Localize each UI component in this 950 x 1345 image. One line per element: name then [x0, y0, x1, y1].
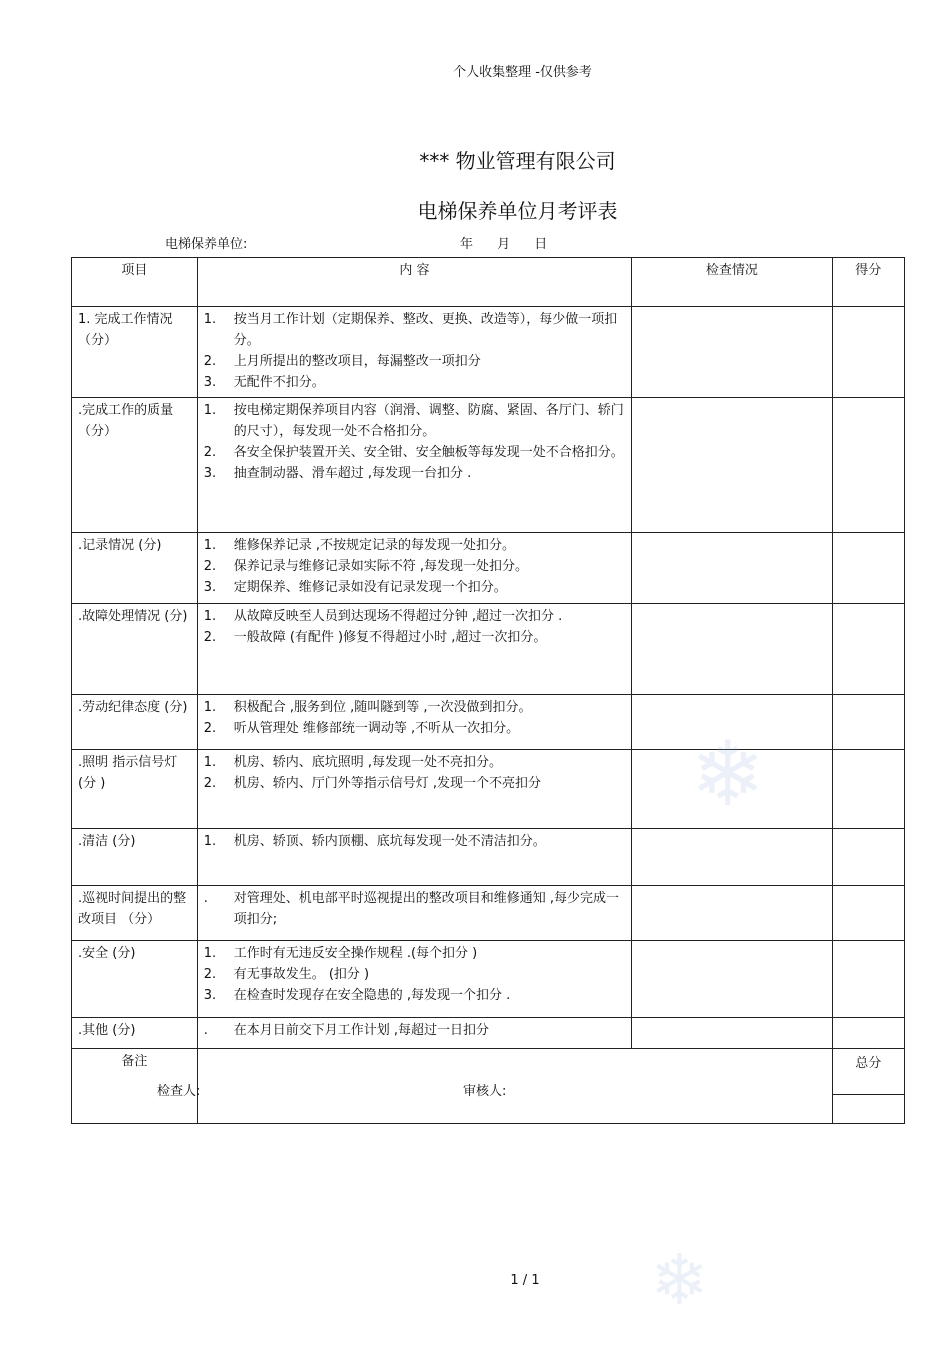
row-content — [197, 941, 632, 1018]
row-item: .照明 指示信号灯 (分 ) — [72, 750, 198, 829]
row-content — [197, 398, 632, 533]
rule-line — [204, 943, 626, 964]
check-cell[interactable] — [632, 604, 832, 695]
row-content — [197, 695, 632, 750]
check-cell[interactable] — [632, 941, 832, 1018]
header-content: 内 容 — [197, 258, 632, 307]
row-item: .劳动纪律态度 (分) — [72, 695, 198, 750]
header-score: 得分 — [832, 258, 904, 307]
table-row — [72, 307, 905, 398]
score-cell[interactable] — [832, 398, 904, 533]
table-row — [72, 941, 905, 1018]
score-cell[interactable] — [832, 941, 904, 1018]
form-title: 电梯保养单位月考评表 — [417, 199, 618, 223]
rule-text: 机房、轿内、厅门外等指示信号灯 ,发现一个不亮扣分 — [233, 776, 541, 791]
rule-line — [204, 351, 626, 372]
rule-line — [204, 400, 626, 442]
rule-line — [204, 773, 626, 794]
check-cell[interactable] — [632, 1018, 832, 1049]
table-row — [72, 829, 905, 886]
rule-text: 各安全保护装置开关、安全钳、安全触板等每发现一处不合格扣分。 — [233, 445, 624, 460]
row-item: .记录情况 (分) — [72, 533, 198, 604]
check-cell[interactable] — [632, 398, 832, 533]
header-note: 个人收集整理 -仅供参考 — [453, 65, 592, 80]
rule-text: 从故障反映至人员到达现场不得超过分钟 ,超过一次扣分 . — [233, 609, 563, 624]
company-name: *** 物业管理有限公司 — [419, 149, 616, 173]
remarks-label: 备注 — [72, 1049, 198, 1124]
rule-text: 保养记录与维修记录如实际不符 ,每发现一处扣分。 — [233, 559, 528, 574]
rule-line — [204, 556, 626, 577]
rule-text: 维修保养记录 ,不按规定记录的每发现一处扣分。 — [233, 538, 515, 553]
rule-number: 1. — [203, 312, 217, 327]
row-item: .安全 (分) — [72, 941, 198, 1018]
watermark-snowflake-icon: ❄ — [690, 722, 766, 827]
score-cell[interactable] — [832, 886, 904, 941]
rule-text: 按当月工作计划（定期保养、整改、更换、改造等），每少做一项扣分。 — [233, 312, 618, 348]
rule-number: 2. — [203, 630, 217, 645]
rule-number: 1. — [203, 538, 217, 553]
rule-text: 在检查时发现存在安全隐患的 ,每发现一个扣分 . — [233, 988, 511, 1003]
row-item: 1. 完成工作情况（分） — [72, 307, 198, 398]
score-cell[interactable] — [832, 750, 904, 829]
row-item: .巡视时间提出的整改项目 （分） — [72, 886, 198, 941]
rule-text: 按电梯定期保养项目内容（润滑、调整、防腐、紧固、各厅门、轿门的尺寸），每发现一处不合格扣分。 — [233, 403, 624, 439]
rule-number: 3. — [203, 988, 217, 1003]
rule-text: 抽查制动器、滑车超过 ,每发现一台扣分 . — [233, 466, 472, 481]
row-content — [197, 307, 632, 398]
rule-line — [204, 697, 626, 718]
row-content — [197, 604, 632, 695]
rule-line — [204, 985, 626, 1006]
rule-number: 3. — [203, 375, 217, 390]
total-cell — [832, 1049, 904, 1124]
rule-number: 1. — [203, 700, 217, 715]
row-content — [197, 1018, 632, 1049]
row-item: .其他 (分) — [72, 1018, 198, 1049]
rule-number: 2. — [203, 967, 217, 982]
rule-line — [204, 577, 626, 598]
score-cell[interactable] — [832, 1018, 904, 1049]
table-row — [72, 398, 905, 533]
rule-number: 1. — [203, 755, 217, 770]
row-item: .清洁 (分) — [72, 829, 198, 886]
rule-line — [204, 1020, 626, 1041]
total-score-field[interactable] — [833, 1095, 904, 1119]
header-check: 检查情况 — [632, 258, 832, 307]
rule-number: . — [203, 1023, 208, 1038]
rule-line — [204, 463, 626, 484]
remarks-field[interactable] — [197, 1049, 832, 1124]
rule-text: 有无事故发生。 (扣分 ) — [233, 967, 370, 982]
table-row — [72, 886, 905, 941]
rule-text: 机房、轿内、底坑照明 ,每发现一处不亮扣分。 — [233, 755, 502, 770]
rule-line — [204, 627, 626, 648]
page-number: 1 / 1 — [510, 1273, 540, 1288]
row-content — [197, 829, 632, 886]
check-cell[interactable] — [632, 886, 832, 941]
rule-number: . — [203, 891, 208, 906]
inspector-label: 检查人: — [157, 1084, 201, 1099]
rule-line — [204, 888, 626, 930]
rule-text: 定期保养、维修记录如没有记录发现一个扣分。 — [233, 580, 507, 595]
rule-text: 上月所提出的整改项目，每漏整改一项扣分 — [233, 354, 481, 369]
rule-line — [204, 964, 626, 985]
total-label: 总分 — [833, 1049, 904, 1095]
rule-line — [204, 442, 626, 463]
rule-number: 1. — [203, 834, 217, 849]
rule-line — [204, 535, 626, 556]
rule-number: 2. — [203, 776, 217, 791]
evaluation-table — [71, 257, 905, 1124]
rule-number: 1. — [203, 946, 217, 961]
score-cell[interactable] — [832, 533, 904, 604]
row-content — [197, 533, 632, 604]
rule-number: 3. — [203, 580, 217, 595]
date-line: 年 月 日 — [460, 237, 548, 252]
rule-line — [204, 309, 626, 351]
table-row — [72, 1018, 905, 1049]
row-item: .完成工作的质量（分） — [72, 398, 198, 533]
check-cell[interactable] — [632, 533, 832, 604]
score-cell[interactable] — [832, 604, 904, 695]
rule-text: 对管理处、机电部平时巡视提出的整改项目和维修通知 ,每少完成一项扣分; — [233, 891, 619, 927]
check-cell[interactable] — [632, 829, 832, 886]
rule-number: 1. — [203, 609, 217, 624]
rule-line — [204, 752, 626, 773]
rule-text: 在本月日前交下月工作计划 ,每超过一日扣分 — [233, 1023, 489, 1038]
table-row — [72, 533, 905, 604]
row-content — [197, 750, 632, 829]
unit-label: 电梯保养单位: — [165, 237, 248, 252]
table-row — [72, 695, 905, 750]
row-content — [197, 886, 632, 941]
rule-text: 机房、轿顶、轿内顶棚、底坑每发现一处不清洁扣分。 — [233, 834, 546, 849]
watermark-snowflake-icon: ❄ — [650, 1239, 709, 1321]
rule-text: 积极配合 ,服务到位 ,随叫隧到等 ,一次没做到扣分。 — [233, 700, 532, 715]
rule-number: 2. — [203, 445, 217, 460]
rule-text: 无配件不扣分。 — [233, 375, 325, 390]
header-item: 项目 — [72, 258, 198, 307]
rule-number: 1. — [203, 403, 217, 418]
table-body — [72, 307, 905, 1049]
score-cell[interactable] — [832, 307, 904, 398]
rule-line — [204, 372, 626, 393]
rule-number: 2. — [203, 721, 217, 736]
rule-text: 工作时有无违反安全操作规程 .(每个扣分 ) — [233, 946, 478, 961]
rule-line — [204, 831, 626, 852]
row-item: .故障处理情况 (分) — [72, 604, 198, 695]
table-row — [72, 604, 905, 695]
check-cell[interactable] — [632, 307, 832, 398]
score-cell[interactable] — [832, 695, 904, 750]
rule-number: 3. — [203, 466, 217, 481]
rule-line — [204, 718, 626, 739]
rule-number: 2. — [203, 354, 217, 369]
rule-text: 听从管理处 维修部统一调动等 ,不听从一次扣分。 — [233, 721, 520, 736]
table-row — [72, 750, 905, 829]
rule-line — [204, 606, 626, 627]
table-header-row — [72, 258, 905, 307]
reviewer-label: 审核人: — [463, 1084, 507, 1099]
rule-number: 2. — [203, 559, 217, 574]
score-cell[interactable] — [832, 829, 904, 886]
rule-text: 一般故障 (有配件 )修复不得超过小时 ,超过一次扣分。 — [233, 630, 547, 645]
